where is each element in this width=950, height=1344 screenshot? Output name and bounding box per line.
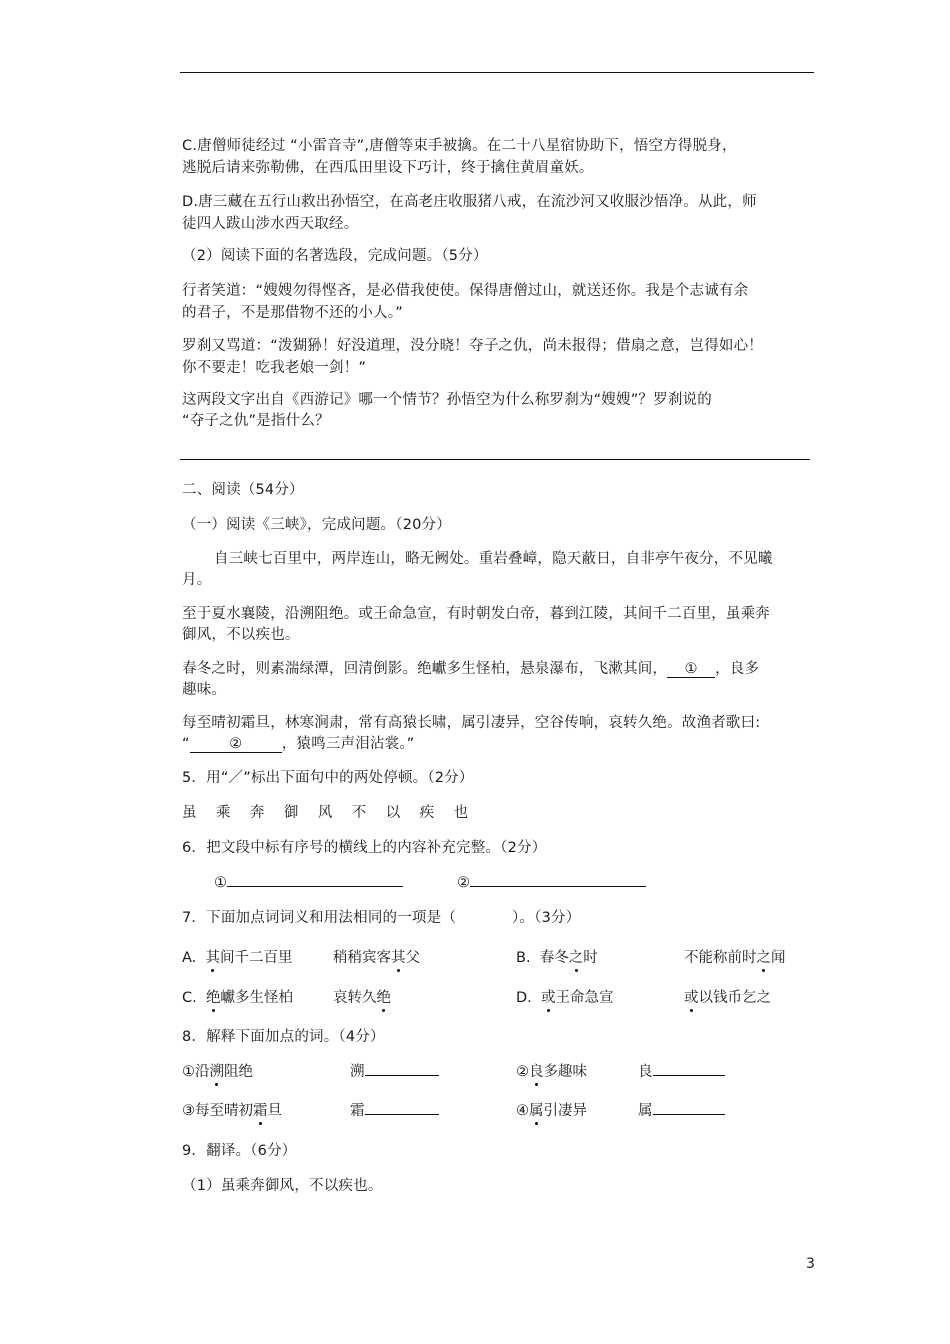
dotted-char: 属 <box>529 1103 544 1119</box>
option-letter: B. <box>516 950 531 966</box>
text-p4-line2 <box>182 734 414 754</box>
blank-1[interactable]: ① <box>667 661 715 678</box>
phrase-text: 间千二百里 <box>220 950 293 966</box>
q9-item-1: （1）虽乘奔御风，不以疾也。 <box>182 1178 383 1194</box>
answer-word: 属 <box>638 1103 653 1119</box>
option-d-line1: D.唐三藏在五行山救出孙悟空，在高老庄收服猪八戒，在流沙河又收服沙悟净。从此，师 <box>182 194 757 210</box>
phrase-text: 以钱币乞之 <box>698 990 771 1006</box>
text-p3-line2: 趣味。 <box>182 682 227 698</box>
dotted-char: 绝 <box>376 990 391 1006</box>
item-number: ② <box>516 1064 529 1080</box>
q6-blank-line-2[interactable] <box>470 886 646 887</box>
q6-answer-1[interactable] <box>214 873 403 893</box>
option-letter: D. <box>516 990 532 1006</box>
q6-num-2: ② <box>457 875 470 891</box>
answer-word: 良 <box>638 1064 653 1080</box>
passage1-line2: 的君子，不是那借物不还的小人。” <box>182 305 403 321</box>
dotted-char: 或 <box>541 990 556 1006</box>
q7-question-pre: 7．下面加点词词义和用法相同的一项是（ <box>182 910 457 926</box>
q7-option-a[interactable] <box>182 948 293 968</box>
text-p4-post: ，猿鸣三声泪沾裳。” <box>281 736 415 752</box>
text-p4-open-quote: “ <box>182 736 190 752</box>
answer-blank[interactable] <box>653 1114 725 1115</box>
dotted-char: 其 <box>205 950 220 966</box>
dotted-char: 良 <box>529 1064 544 1080</box>
text-p3-pre: 春冬之时，则素湍绿潭，回清倒影。绝巘多生怪柏，悬泉瀑布，飞漱其间， <box>182 661 668 677</box>
phrase-text: 引凄异 <box>543 1103 587 1119</box>
q5-char: 风 <box>317 805 333 821</box>
q8-answer-1[interactable] <box>350 1062 439 1082</box>
text-p4-line1: 每至晴初霜旦，林寒涧肃，常有高猿长啸，属引凄异，空谷传响，哀转久绝。故渔者歌曰: <box>182 715 761 731</box>
dotted-char: 绝 <box>205 990 221 1006</box>
text-p1-line2: 月。 <box>182 572 212 588</box>
answer-word: 溯 <box>350 1064 365 1080</box>
passage1-line1: 行者笑道：“嫂嫂勿得悭吝，是必借我使使。保得唐僧过山，就送还你。我是个志诚有余 <box>182 283 749 299</box>
q7-question-post: ）。（3分） <box>512 910 581 926</box>
q8-item-4 <box>516 1101 587 1121</box>
q8-answer-3[interactable] <box>350 1101 439 1121</box>
passage2-line1: 罗刹又骂道：“泼猢狲！好没道理，没分晓！夺子之仇，尚未报得；借扇之意，岂得如心！ <box>182 338 764 354</box>
text-p1-line1: 自三峡七百里中，两岸连山，略无阙处。重岩叠嶂，隐天蔽日，自非亭午夜分，不见曦 <box>214 551 773 567</box>
option-c-line2: 逃脱后请来弥勒佛，在西瓜田里设下巧计，终于擒住黄眉童妖。 <box>182 160 594 176</box>
q2-heading: （2）阅读下面的名著选段，完成问题。（5分） <box>182 248 488 264</box>
phrase-text: 稍稍宾客 <box>333 950 391 966</box>
subsection1-heading: （一）阅读《三峡》，完成问题。（20分） <box>182 517 451 533</box>
answer-line[interactable] <box>180 459 810 460</box>
q6-num-1: ① <box>214 875 227 891</box>
q8-answer-2[interactable] <box>638 1062 725 1082</box>
phrase-text: 多趣味 <box>543 1064 587 1080</box>
q8-item-2 <box>516 1062 587 1082</box>
phrase-text: 哀转久 <box>333 990 377 1006</box>
dotted-char: 之 <box>568 950 584 966</box>
answer-blank[interactable] <box>365 1114 439 1115</box>
q8-answer-4[interactable] <box>638 1101 725 1121</box>
q8-item-1 <box>182 1062 253 1082</box>
option-letter: A. <box>182 950 197 966</box>
text-p2-line2: 御风，不以疾也。 <box>182 627 300 643</box>
phrase-text: 时 <box>583 950 598 966</box>
phrase-text: 不能称前时 <box>684 950 757 966</box>
q5-char: 不 <box>351 805 367 821</box>
option-letter: C. <box>182 990 197 1006</box>
option-c-line1: C.唐僧师徒经过 “小雷音寺”,唐僧等束手被擒。在二十八星宿协助下，悟空方得脱身， <box>182 138 737 154</box>
q6-blank-line-1[interactable] <box>227 886 403 887</box>
phrase-text: 阻绝 <box>224 1064 253 1080</box>
dotted-char: 霜 <box>253 1103 268 1119</box>
phrase-text: 春冬 <box>539 950 569 966</box>
passage2-line2: 你不要走！吃我老娘一剑！” <box>182 360 367 376</box>
q5-char: 奔 <box>249 805 265 821</box>
section2-heading: 二、阅读（54分） <box>182 482 304 498</box>
dotted-char: 之 <box>756 950 771 966</box>
q5-sentence[interactable] <box>182 803 468 823</box>
phrase-text: 闻 <box>771 950 786 966</box>
dotted-char: 或 <box>684 990 699 1006</box>
q7-option-c-right <box>333 988 391 1008</box>
q7-question <box>182 908 580 928</box>
q5-question: 5．用“／”标出下面句中的两处停顿。（2分） <box>182 770 474 786</box>
page-number: 3 <box>806 1256 815 1272</box>
q7-option-d[interactable] <box>516 988 614 1008</box>
q5-char: 乘 <box>215 805 231 821</box>
q6-question: 6．把文段中标有序号的横线上的内容补充完整。（2分） <box>182 840 547 856</box>
text-p3-post: ，良多 <box>715 661 760 677</box>
option-d-line2: 徒四人跋山涉水西天取经。 <box>182 216 359 232</box>
q5-char: 御 <box>283 805 299 821</box>
dotted-char: 溯 <box>209 1064 224 1080</box>
item-number: ④ <box>516 1103 529 1119</box>
phrase-text: 沿 <box>195 1064 210 1080</box>
answer-word: 霜 <box>350 1103 365 1119</box>
phrase-text: 旦 <box>267 1103 282 1119</box>
phrase-text: 父 <box>405 950 420 966</box>
phrase-text: 巘多生怪柏 <box>220 990 293 1006</box>
q6-answer-2[interactable] <box>457 873 646 893</box>
item-number: ① <box>182 1064 195 1080</box>
answer-blank[interactable] <box>365 1075 439 1076</box>
q8-item-3 <box>182 1101 282 1121</box>
item-number: ③ <box>182 1103 195 1119</box>
q7-option-d-right <box>684 988 771 1008</box>
answer-blank[interactable] <box>653 1075 725 1076</box>
q5-char: 虽 <box>182 805 197 821</box>
q7-option-b[interactable] <box>516 948 598 968</box>
q5-char: 疾 <box>419 805 435 821</box>
q7-option-b-right <box>684 948 786 968</box>
q2-question-line1: 这两段文字出自《西游记》哪一个情节？孙悟空为什么称罗刹为“嫂嫂”？罗刹说的 <box>182 392 712 408</box>
header-rule <box>180 72 814 73</box>
q2-question-line2: “夺子之仇”是指什么？ <box>182 413 330 429</box>
q9-question: 9．翻译。（6分） <box>182 1143 297 1159</box>
q5-char: 以 <box>385 805 401 821</box>
text-p2-line1: 至于夏水襄陵，沿溯阻绝。或王命急宣，有时朝发白帝，暮到江陵，其间千二百里，虽乘奔 <box>182 606 770 622</box>
q8-question: 8．解释下面加点的词。（4分） <box>182 1029 385 1045</box>
phrase-text: 王命急宣 <box>555 990 614 1006</box>
q7-option-c[interactable] <box>182 988 293 1008</box>
q5-char: 也 <box>453 805 469 821</box>
dotted-char: 其 <box>391 950 406 966</box>
phrase-text: 每至晴初 <box>195 1103 253 1119</box>
blank-2[interactable]: ② <box>190 736 282 753</box>
text-p3-line1 <box>182 659 759 679</box>
q7-option-a-right <box>333 948 420 968</box>
